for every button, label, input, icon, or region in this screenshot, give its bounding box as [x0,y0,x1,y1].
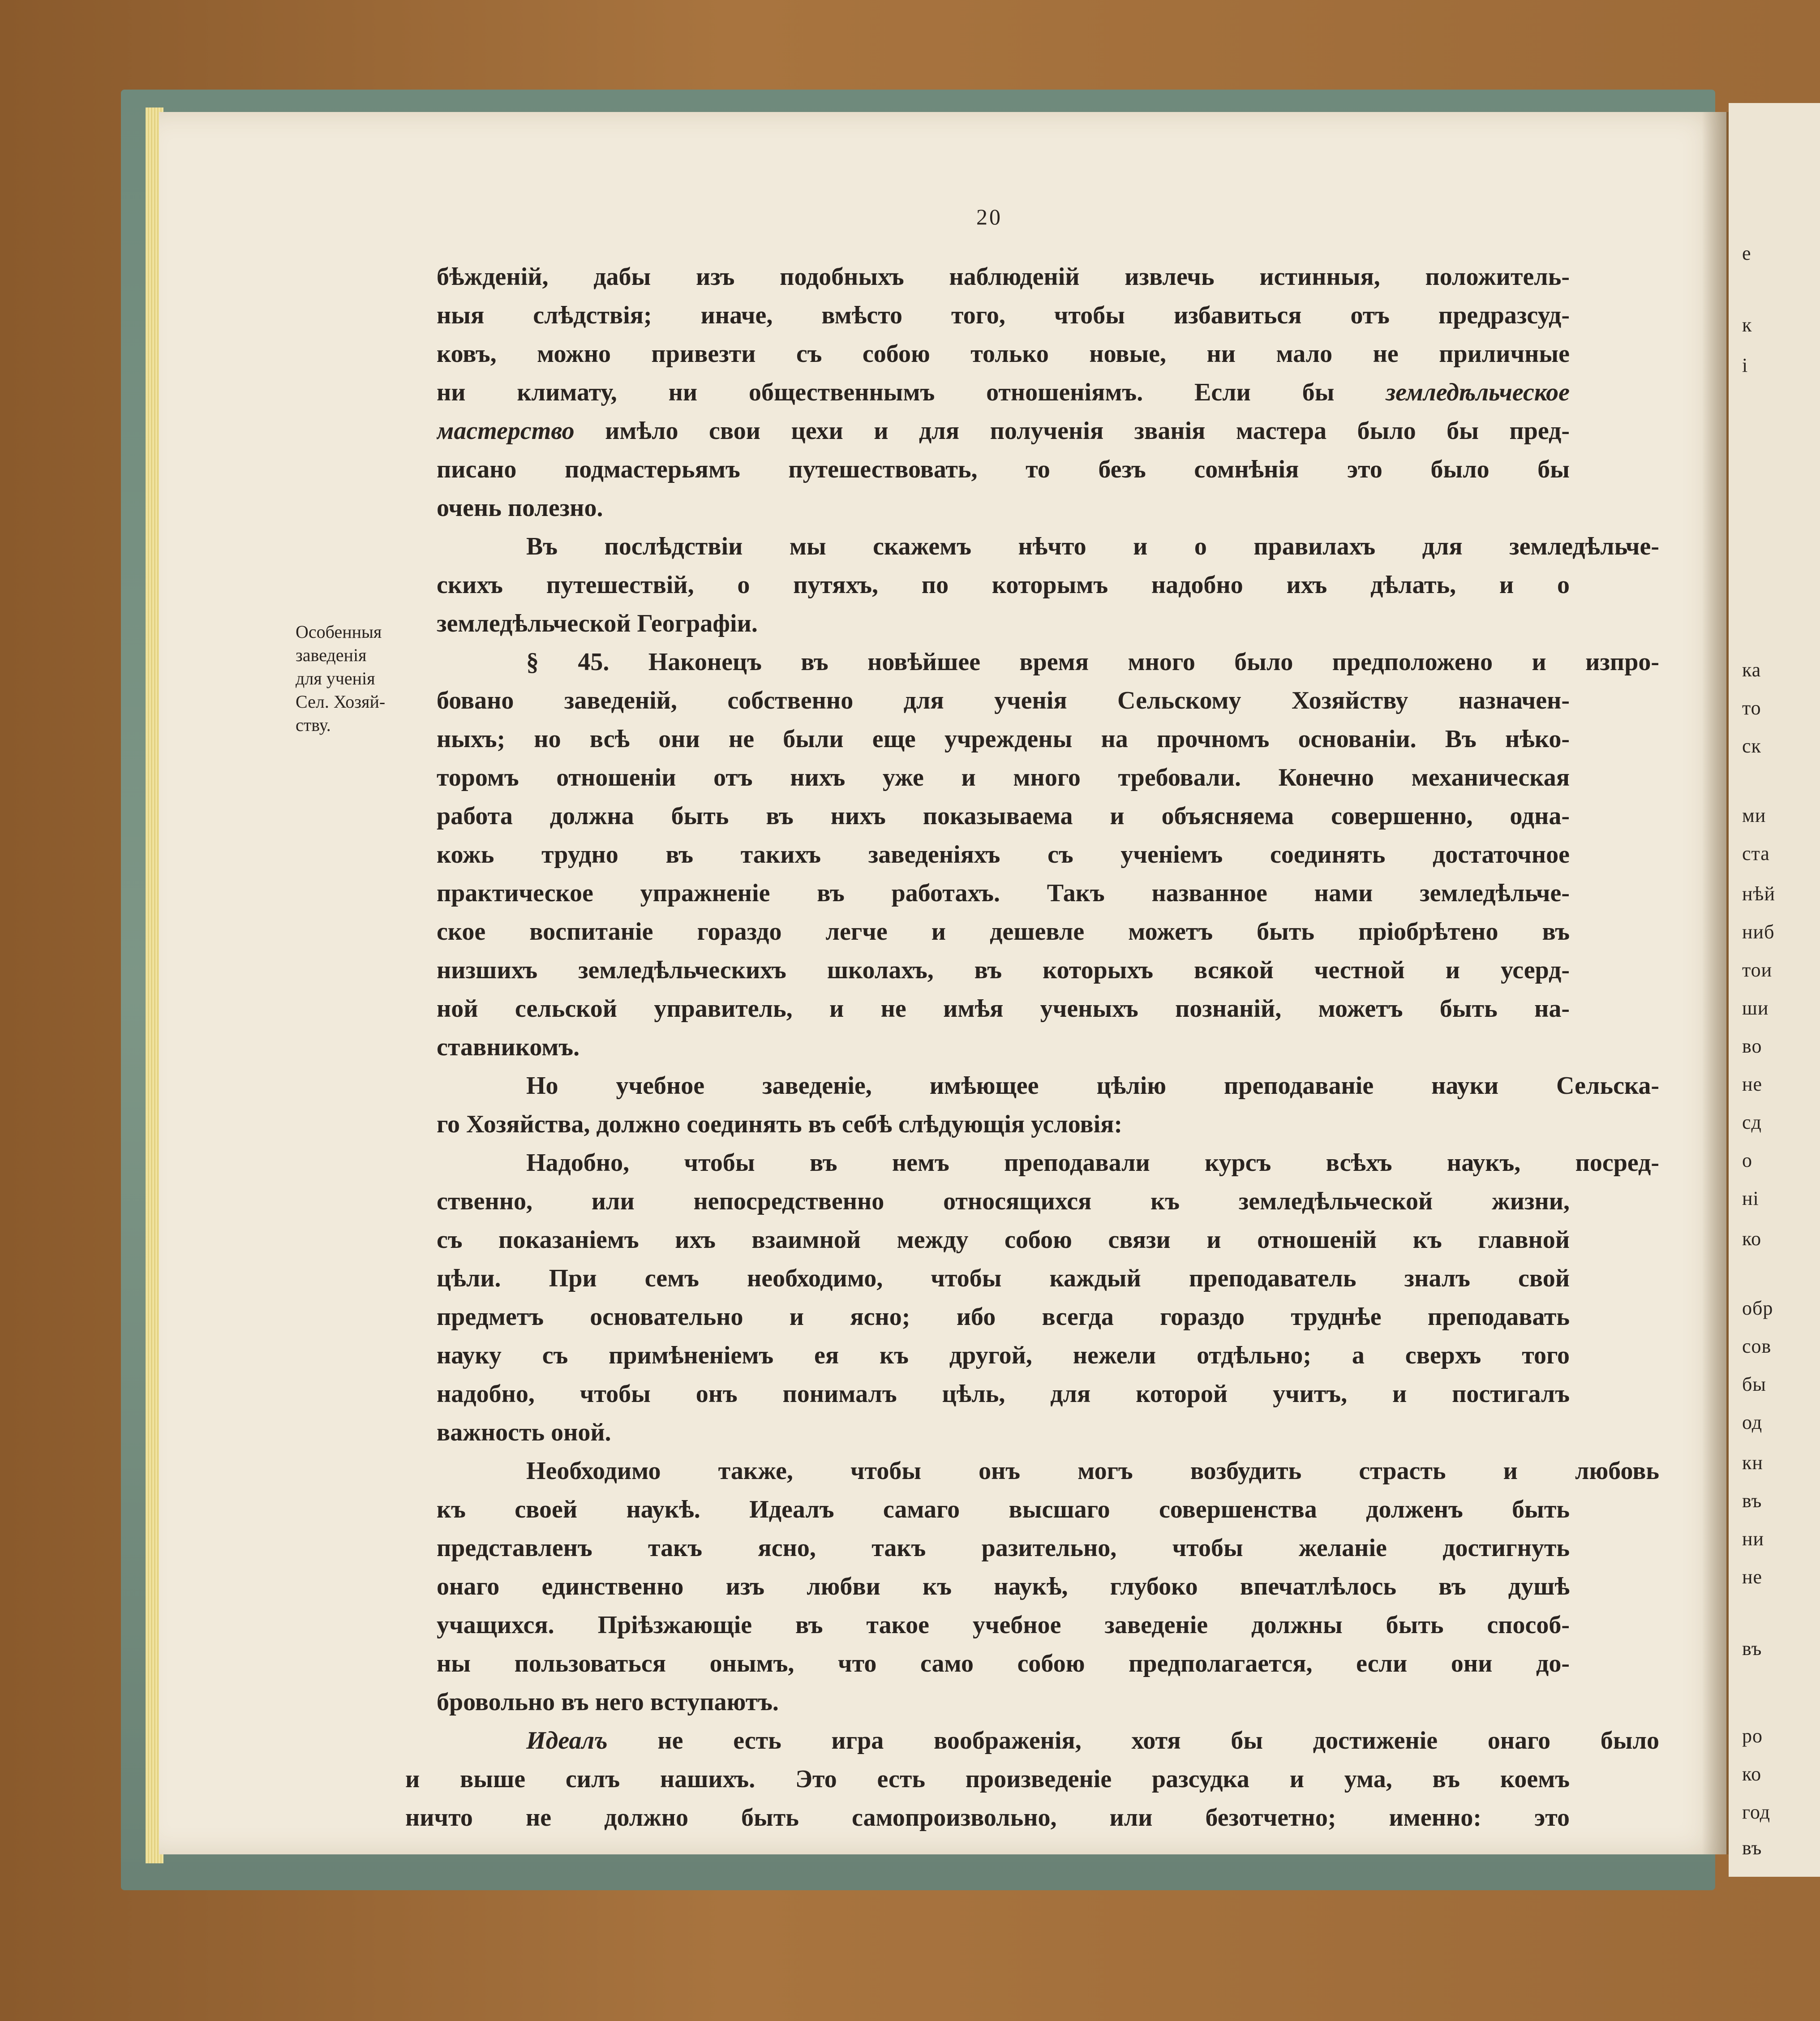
margin-note-line: Особенныя [296,622,382,642]
margin-note-line: заведенія [296,645,367,665]
facing-fragment: нѣй [1742,883,1775,905]
facing-fragment: ми [1742,804,1766,826]
text-line: ныя слѣдствія; иначе, вмѣсто того, чтобы избавиться отъ предразсуд- [437,301,1570,329]
margin-note-line: ству. [296,715,331,735]
text-run: ни климату, ни общественнымъ отношеніямъ. Если бы [437,378,1386,406]
facing-fragment: к [1742,314,1752,336]
page-number: 20 [976,204,1002,229]
text-line [437,412,1570,450]
facing-fragment: то [1742,697,1761,719]
text-line: ны пользоваться онымъ, что само собою предполагается, если они до- [437,1650,1570,1677]
text-line: цѣли. При семъ необходимо, чтобы каждый преподаватель зналъ свой [437,1264,1570,1292]
facing-fragment: во [1742,1035,1762,1057]
gutter-shadow [1702,112,1729,1854]
facing-fragment: ши [1742,997,1769,1019]
text-line: торомъ отношеніи отъ нихъ уже и много требовали. Конечно механическая [437,764,1570,791]
facing-fragment: ні [1742,1187,1759,1209]
text-line: надобно, чтобы онъ понималъ цѣль, для которой учитъ, и постигалъ [437,1380,1570,1408]
text-line [437,373,1570,412]
text-line: земледѣльческой Географіи. [437,610,758,637]
facing-fragment: въ [1742,1490,1762,1512]
text-line: скихъ путешествій, о путяхъ, по которымъ надобно ихъ дѣлать, и о [437,571,1570,599]
facing-fragment: е [1742,242,1751,264]
text-line: Въ послѣдствіи мы скажемъ нѣчто и о правилахъ для земледѣльче- [526,533,1659,560]
text-line: бровольно въ него вступаютъ. [437,1688,779,1716]
text-run: не есть игра воображенія, хотя бы достиженіе онаго было [607,1727,1659,1754]
text-line: кожь трудно въ такихъ заведеніяхъ съ ученіемъ соединять достаточное [437,841,1570,869]
facing-fragment: тои [1742,959,1773,981]
facing-fragment: въ [1742,1837,1762,1859]
text-line: важность оной. [437,1419,611,1446]
text-line: работа должна быть въ нихъ показываема и объясняема совершенно, одна- [437,802,1570,830]
text-line: ковъ, можно привезти съ собою только новые, ни мало не приличные [437,340,1570,368]
facing-fragment: год [1742,1801,1771,1823]
italic-term: Идеалъ [526,1727,608,1754]
text-line: ничто не должно быть самопроизвольно, или безотчетно; именно: это [405,1804,1570,1832]
margin-note [296,620,430,737]
facing-fragment: сов [1742,1335,1772,1357]
text-line: онаго единственно изъ любви къ наукѣ, глубоко впечатлѣлось въ душѣ [437,1573,1570,1600]
text-line: Но учебное заведеніе, имѣющее цѣлію преподаваніе науки Сельска- [526,1072,1659,1100]
text-line: предметъ основательно и ясно; ибо всегда гораздо труднѣе преподавать [437,1303,1570,1331]
facing-fragment: ро [1742,1725,1763,1747]
facing-page-edge [1729,103,1820,1877]
text-line: Надобно, чтобы въ немъ преподавали курсъ всѣхъ наукъ, посред- [526,1149,1659,1177]
text-line: съ показаніемъ ихъ взаимной между собою связи и отношеній къ главной [437,1226,1570,1254]
text-line: ское воспитаніе гораздо легче и дешевле можетъ быть пріобрѣтено въ [437,918,1570,946]
body-text [405,258,1659,1837]
facing-fragment: ниб [1742,921,1775,943]
text-line: го Хозяйства, должно соединять въ себѣ слѣдующія условія: [437,1110,1123,1138]
facing-fragment: і [1742,354,1748,376]
margin-note-line: для ученія [296,668,375,688]
text-line: учащихся. Пріѣзжающіе въ такое учебное заведеніе должны быть способ- [437,1611,1570,1639]
text-line: ставникомъ. [437,1033,580,1061]
italic-term: мастерство [437,417,575,445]
text-line: бѣжденій, дабы изъ подобныхъ наблюденій извлечь истинныя, положитель- [437,263,1570,291]
text-line: къ своей наукѣ. Идеалъ самаго высшаго совершенства долженъ быть [437,1496,1570,1523]
text-run: имѣло свои цехи и для полученія званія мастера было бы пред- [574,417,1570,445]
facing-fragment: о [1742,1149,1752,1171]
text-line: науку съ примѣненіемъ ея къ другой, нежели отдѣльно; а сверхъ того [437,1342,1570,1369]
facing-fragment: кн [1742,1452,1763,1474]
facing-fragment: ко [1742,1228,1762,1250]
facing-fragment: ста [1742,843,1770,864]
facing-fragment: ка [1742,659,1761,681]
facing-fragment: не [1742,1073,1763,1095]
italic-term: земледѣльческое [1386,378,1570,406]
facing-fragment: не [1742,1566,1763,1588]
facing-fragment: ск [1742,735,1761,757]
text-line: ственно, или непосредственно относящихся къ земледѣльческой жизни, [437,1187,1570,1215]
text-line: Необходимо также, чтобы онъ могъ возбудить страсть и любовь [526,1457,1659,1485]
facing-fragment: ко [1742,1763,1762,1785]
facing-fragment: въ [1742,1638,1762,1660]
text-line: § 45. Наконецъ въ новѣйшее время много было предположено и изпро- [526,648,1659,676]
text-line: бовано заведеній, собственно для ученія Сельскому Хозяйству назначен- [437,687,1570,714]
facing-fragment: од [1742,1411,1763,1433]
text-line: представленъ такъ ясно, такъ разительно, чтобы желаніе достигнуть [437,1534,1570,1562]
text-line: ной сельской управитель, и не имѣя ученыхъ познаній, можетъ быть на- [437,995,1570,1023]
facing-fragment: бы [1742,1373,1766,1395]
text-line: низшихъ земледѣльческихъ школахъ, въ которыхъ всякой честной и усерд- [437,956,1570,984]
facing-fragment: обр [1742,1297,1773,1319]
margin-note-line: Сел. Хозяй- [296,692,386,712]
text-line: ныхъ; но всѣ они не были еще учреждены на прочномъ основаніи. Въ нѣко- [437,725,1570,753]
text-line: и выше силъ нашихъ. Это есть произведеніе разсудка и ума, въ коемъ [405,1765,1570,1793]
facing-fragment: ни [1742,1528,1764,1550]
text-line: практическое упражненіе въ работахъ. Такъ названное нами земледѣльче- [437,879,1570,907]
text-line: очень полезно. [437,494,603,522]
text-line: писано подмастерьямъ путешествовать, то безъ сомнѣнія это было бы [437,456,1570,483]
text-line [437,1721,1659,1760]
facing-fragment: сд [1742,1111,1762,1133]
